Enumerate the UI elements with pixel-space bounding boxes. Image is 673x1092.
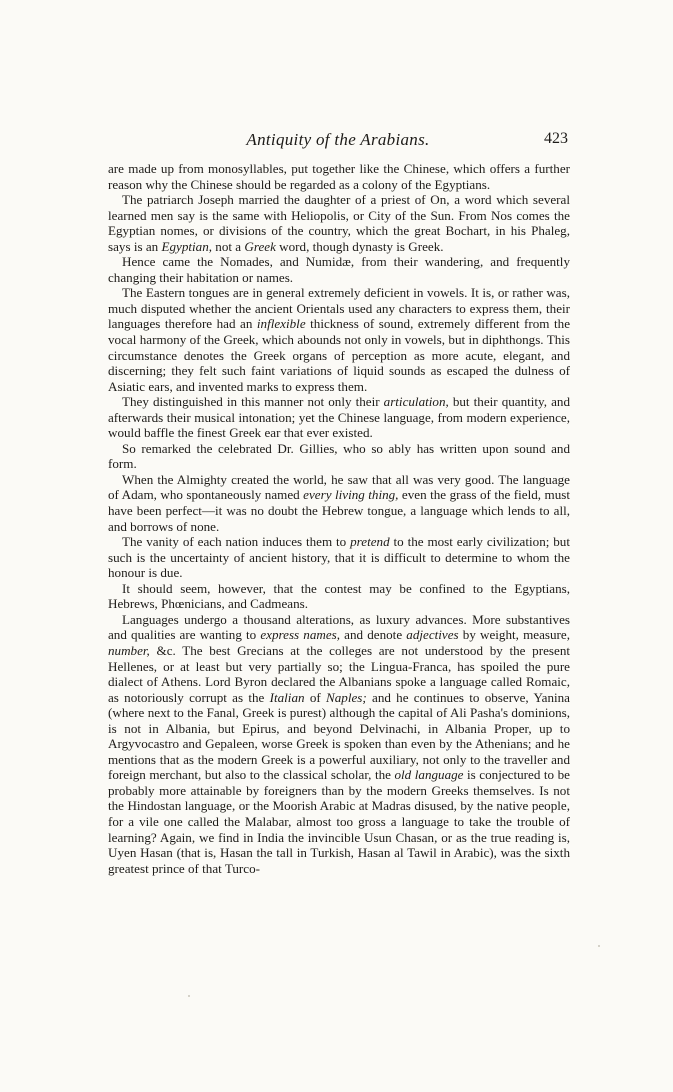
page-number: 423 xyxy=(544,130,568,147)
italic-text: Italian xyxy=(269,689,305,705)
italic-text: every living thing, xyxy=(303,487,399,503)
italic-text: Greek xyxy=(244,238,276,254)
text-run: thickness of sound, extremely different from the vocal harmony of the Greek, which abounds not only in vowels, but in diphthongs. This circumstance denotes the Greek organs of perception as more acute, elegant, and discerning; they felt such faint variations of liquid sounds as escaped the dulness of Asiatic ears, and invented marks to express them. xyxy=(108,316,570,394)
text-run: &c. The best Grecians at the colleges are not understood by the present Hellenes, or at least but very partially so; the Lingua-Franca, has spoiled the pure dialect of Athens. Lord Byron declared the Albanians spoke a language called Romaic, as notoriously corrupt as the xyxy=(108,642,570,705)
text-run: It should seem, however, that the contest may be confined to the Egyptians, Hebrews, Phœnicians, and Cadmeans. xyxy=(108,580,570,612)
paper-speck xyxy=(598,945,600,947)
italic-text: express names, xyxy=(260,627,341,643)
text-run: to the most early civilization; but such is the uncertainty of ancient history, that it is difficult to determine to whom the honour is due. xyxy=(108,534,570,581)
paragraph xyxy=(108,612,570,876)
paragraph xyxy=(108,285,570,394)
paragraph xyxy=(108,254,570,285)
text-run: of xyxy=(304,689,326,705)
text-run: The vanity of each nation induces them to xyxy=(122,534,351,550)
text-run: So remarked the celebrated Dr. Gillies, who so ably has written upon sound and form. xyxy=(108,440,570,472)
text-run: by weight, measure, xyxy=(458,627,570,643)
paragraph xyxy=(108,394,570,441)
paragraph xyxy=(108,581,570,612)
italic-text: Naples; xyxy=(326,689,367,705)
text-run: Languages undergo a thousand alterations, as luxury advances. More substantives and qualities are wanting to xyxy=(108,611,570,643)
italic-text: adjectives xyxy=(406,627,459,643)
text-run: The Eastern tongues are in general extremely deficient in vowels. It is, or rather was, much disputed whether the ancient Orientals used any characters to express them, their languages therefore had an xyxy=(108,285,570,332)
body-text xyxy=(108,161,570,876)
paragraph xyxy=(108,441,570,472)
text-run: is conjectured to be probably more attainable by foreigners than by the modern Greeks themselves. Is not the Hindostan language, or the Moorish Arabic at Madras disused, by the native people, for a vile one called the Malabar, almost too gross a language to take the trouble of learning? Again, we find in India the invincible Usun Chasan, or as the true reading is, Uyen Hasan (that is, Hasan the tall in Turkish, Hasan al Tawil in Arabic), was the sixth greatest prince of that Turco- xyxy=(108,767,570,876)
page-header xyxy=(108,130,568,154)
text-run: When the Almighty created the world, he saw that all was very good. The language of Adam, who spontaneously named xyxy=(108,471,570,503)
italic-text: number, xyxy=(108,642,150,658)
paragraph xyxy=(108,161,570,192)
text-run: are made up from monosyllables, put together like the Chinese, which offers a further reason why the Chinese should be regarded as a colony of the Egyptians. xyxy=(108,161,570,192)
italic-text: old language xyxy=(394,767,464,783)
text-run: They distinguished in this manner not only their xyxy=(122,394,384,410)
italic-text: articulation, xyxy=(383,394,449,410)
text-run: word, though dynasty is Greek. xyxy=(275,238,444,254)
text-run: The patriarch Joseph married the daughter of a priest of On, a word which several learned men say is the same with Heliopolis, or City of the Sun. From Nos comes the Egyptian nomes, or divisions of the country, which the great Bochart, in his Phaleg, says is an xyxy=(108,192,570,254)
italic-text: Egyptian, xyxy=(161,238,213,254)
text-run: and he continues to observe, Yanina (where next to the Fanal, Greek is purest) although the capital of Ali Pasha's dominions, is not in Albania, but Epirus, and beyond Delvinachi, in Albania Proper, up to Argyvocastro and Gepaleen, worse Greek is spoken than even by the Athenians; and he mentions that as the modern Greek is a powerful auxiliary, not only to the traveller and foreign merchant, but also to the classical scholar, the xyxy=(108,689,570,783)
text-run: and denote xyxy=(340,627,407,643)
paragraph xyxy=(108,472,570,534)
italic-text: pretend xyxy=(350,534,390,550)
paragraph xyxy=(108,192,570,254)
paragraph xyxy=(108,534,570,581)
paper-speck xyxy=(188,995,190,997)
text-run: Hence came the Nomades, and Numidæ, from their wandering, and frequently changing their habitation or names. xyxy=(108,254,570,285)
text-run: not a xyxy=(212,238,245,254)
text-run: but their quantity, and afterwards their musical intonation; yet the Chinese language, from modern experience, would baffle the finest Greek ear that ever existed. xyxy=(108,394,571,441)
text-run: even the grass of the field, must have been perfect—it was no doubt the Hebrew tongue, a language which lends to all, and borrows of none. xyxy=(108,487,570,534)
italic-text: inflexible xyxy=(256,316,306,332)
running-title: Antiquity of the Arabians. xyxy=(246,130,430,149)
